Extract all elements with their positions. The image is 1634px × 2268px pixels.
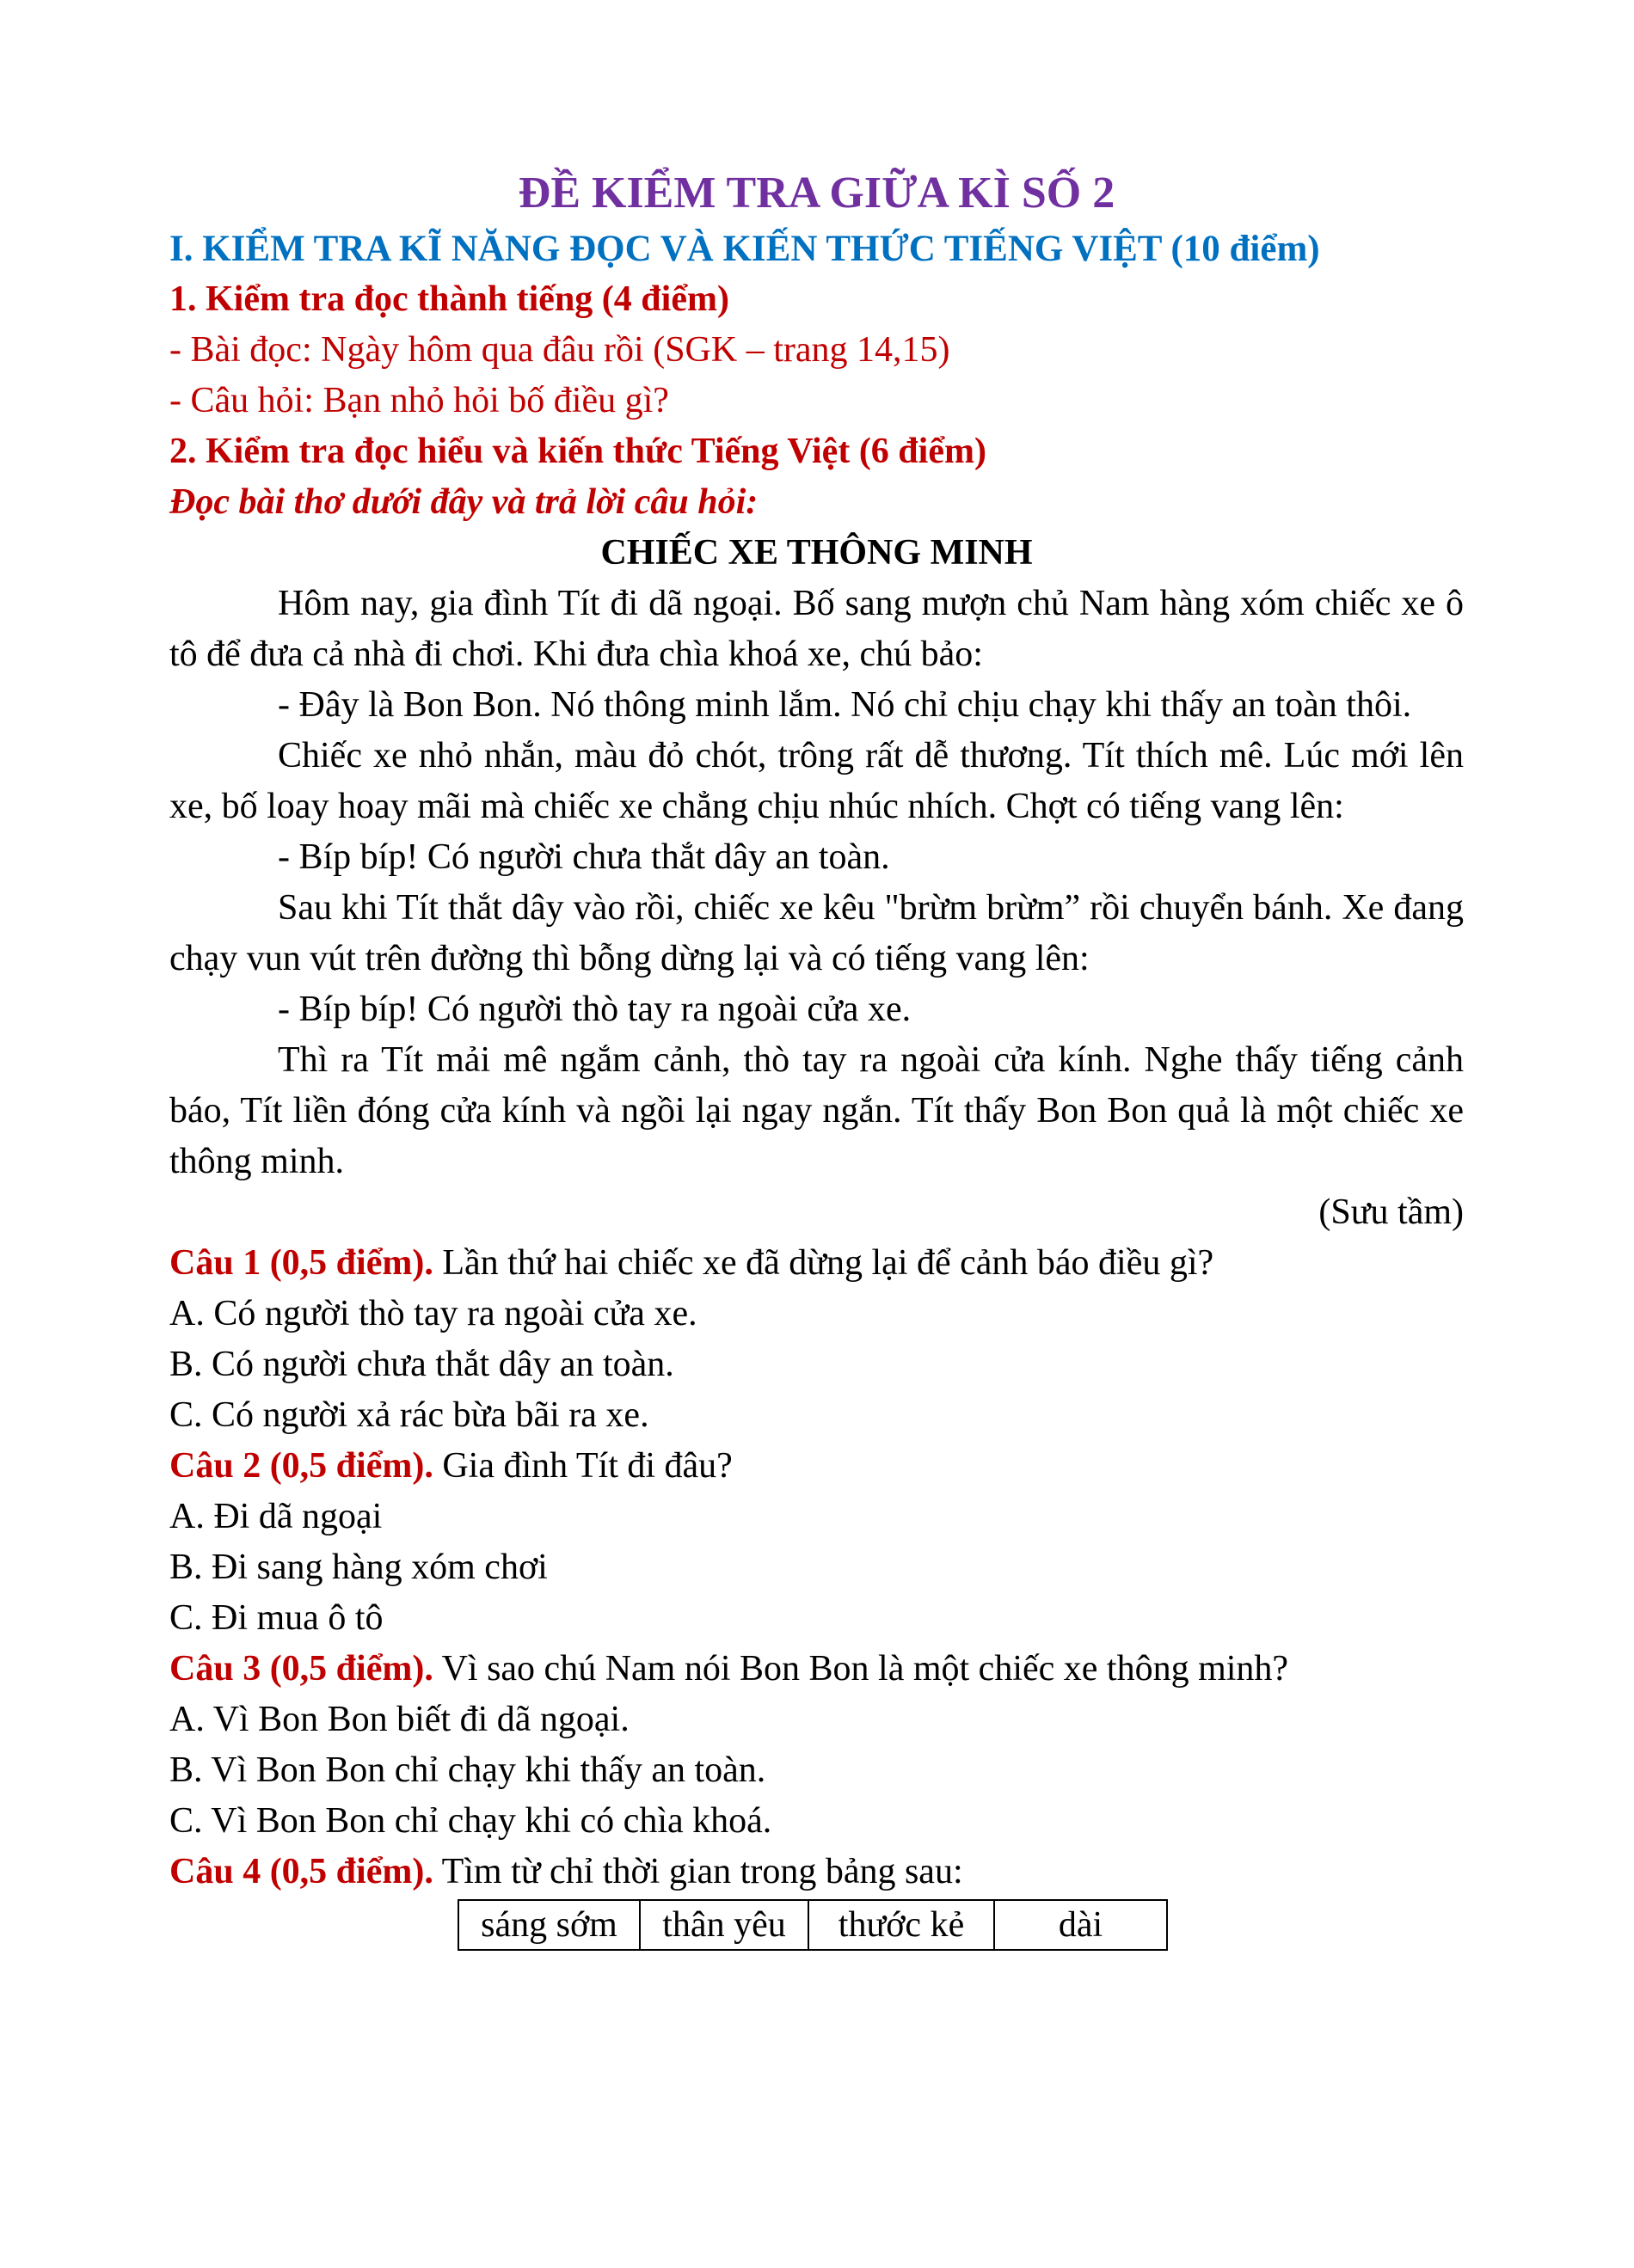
answer-option: C. Vì Bon Bon chỉ chạy khi có chìa khoá. (169, 1801, 772, 1841)
part2-heading: 2. Kiểm tra đọc hiểu và kiến thức Tiếng Việt (6 điểm) (169, 432, 986, 471)
story-title: CHIẾC XE THÔNG MINH (600, 533, 1033, 573)
story-paragraph: Hôm nay, gia đình Tít đi dã ngoại. Bố sang mượn chủ Nam hàng xóm chiếc xe ô tô để đưa cả nhà đi chơi. Khi đưa chìa khoá xe, chú bảo: (169, 584, 1464, 674)
question-text: Lần thứ hai chiếc xe đã dừng lại để cảnh báo điều gì? (433, 1243, 1214, 1283)
question-1 (169, 1238, 1464, 1289)
answer-option: C. Có người xả rác bừa bãi ra xe. (169, 1395, 649, 1435)
question-text: Vì sao chú Nam nói Bon Bon là một chiếc xe thông minh? (433, 1649, 1289, 1689)
section-heading: I. KIỂM TRA KĨ NĂNG ĐỌC VÀ KIẾN THỨC TIẾNG VIỆT (10 điểm) (169, 229, 1320, 269)
part1-question: - Câu hỏi: Bạn nhỏ hỏi bố điều gì? (169, 381, 669, 420)
story-paragraph: - Bíp bíp! Có người chưa thắt dây an toàn. (278, 837, 890, 877)
answer-option: A. Vì Bon Bon biết đi dã ngoại. (169, 1700, 630, 1739)
question-4 (169, 1847, 1464, 1897)
question-2 (169, 1441, 1464, 1492)
part1-heading: 1. Kiểm tra đọc thành tiếng (4 điểm) (169, 279, 729, 319)
part2-instruction: Đọc bài thơ dưới đây và trả lời câu hỏi: (169, 482, 759, 522)
table-cell: dài (994, 1900, 1167, 1950)
answer-option: B. Vì Bon Bon chỉ chạy khi thấy an toàn. (169, 1750, 766, 1790)
answer-option: A. Đi dã ngoại (169, 1497, 383, 1536)
answer-option: C. Đi mua ô tô (169, 1598, 384, 1638)
story-paragraph: Thì ra Tít mải mê ngắm cảnh, thò tay ra ngoài cửa kính. Nghe thấy tiếng cảnh báo, Tít liền đóng cửa kính và ngồi lại ngay ngắn. Tít thấy Bon Bon quả là một chiếc xe thông minh. (169, 1040, 1464, 1181)
question-3 (169, 1644, 1464, 1695)
story-paragraph: Chiếc xe nhỏ nhắn, màu đỏ chót, trông rất dễ thương. Tít thích mê. Lúc mới lên xe, bố loay hoay mãi mà chiếc xe chẳng chịu nhúc nhích. Chợt có tiếng vang lên: (169, 736, 1464, 826)
page-title: ĐỀ KIỂM TRA GIỮA KÌ SỐ 2 (518, 169, 1115, 218)
question-label: Câu 3 (0,5 điểm). (169, 1649, 433, 1689)
table-cell: sáng sớm (458, 1900, 640, 1950)
table-cell: thước kẻ (808, 1900, 994, 1950)
question-text: Gia đình Tít đi đâu? (433, 1446, 733, 1486)
story-paragraph: - Đây là Bon Bon. Nó thông minh lắm. Nó chỉ chịu chạy khi thấy an toàn thôi. (278, 685, 1412, 725)
story-paragraph: - Bíp bíp! Có người thò tay ra ngoài cửa xe. (278, 990, 912, 1029)
part1-reading: - Bài đọc: Ngày hôm qua đâu rồi (SGK – trang 14,15) (169, 330, 950, 370)
answer-option: A. Có người thò tay ra ngoài cửa xe. (169, 1294, 697, 1333)
story-source: (Sưu tầm) (1318, 1192, 1464, 1232)
word-table (458, 1899, 1168, 1951)
table-cell: thân yêu (640, 1900, 808, 1950)
question-label: Câu 1 (0,5 điểm). (169, 1243, 433, 1283)
question-text: Tìm từ chỉ thời gian trong bảng sau: (433, 1852, 963, 1891)
document-content (169, 163, 1464, 1951)
answer-option: B. Đi sang hàng xóm chơi (169, 1548, 548, 1587)
story-paragraph: Sau khi Tít thắt dây vào rồi, chiếc xe kêu "brừm brừm” rồi chuyển bánh. Xe đang chạy vun vút trên đường thì bỗng dừng lại và có tiếng vang lên: (169, 888, 1464, 978)
question-label: Câu 2 (0,5 điểm). (169, 1446, 433, 1486)
question-label: Câu 4 (0,5 điểm). (169, 1852, 433, 1891)
answer-option: B. Có người chưa thắt dây an toàn. (169, 1345, 674, 1384)
table-row (458, 1900, 1167, 1950)
